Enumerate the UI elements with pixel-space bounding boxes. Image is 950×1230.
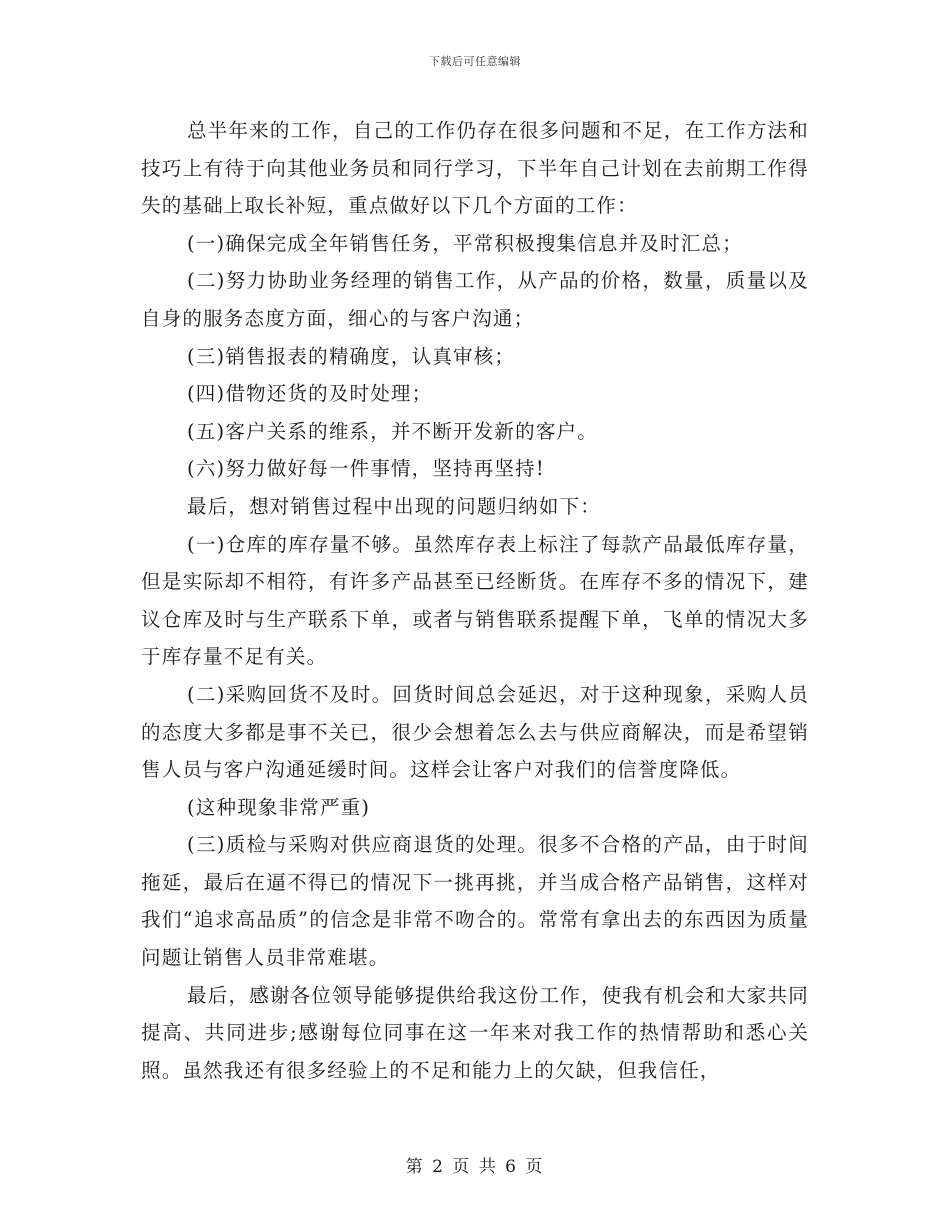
paragraph: (一)确保完成全年销售任务，平常积极搜集信息并及时汇总； [187,231,743,255]
paragraph: (这种现象非常严重) [187,795,371,819]
document-body [141,112,809,1089]
paragraph: (六)努力做好每一件事情，坚持再坚持! [187,457,545,481]
paragraph: (四)借物还货的及时处理； [187,382,433,406]
paragraph: (三)销售报表的精确度，认真审核； [187,344,516,368]
paragraph: 总半年来的工作，自己的工作仍存在很多问题和不足，在工作方法和技巧上有待于向其他业务员和同行学习，下半年自己计划在去前期工作得失的基础上取长补短，重点做好以下几个方面的工作： [141,119,809,218]
paragraph: (二)努力协助业务经理的销售工作，从产品的价格，数量，质量以及自身的服务态度方面，细心的与客户沟通； [141,269,809,330]
paragraph: (一)仓库的库存量不够。虽然库存表上标注了每款产品最低库存量，但是实际却不相符，有许多产品甚至已经断货。在库存不多的情况下，建议仓库及时与生产联系下单，或者与销售联系提醒下单，飞单的情况大多于库存量不足有关。 [141,532,809,669]
paragraph: (二)采购回货不及时。回货时间总会延迟，对于这种现象，采购人员的态度大多都是事不关已，很少会想着怎么去与供应商解决，而是希望销售人员与客户沟通延缓时间。这样会让客户对我们的信誉度降低。 [141,682,809,782]
paragraph: (三)质检与采购对供应商退货的处理。很多不合格的产品，由于时间拖延，最后在逼不得已的情况下一挑再挑，并当成合格产品销售，这样对我们“追求高品质”的信念是非常不吻合的。常常有拿出去的东西因为质量问题让销售人员非常难堪。 [141,833,809,970]
page-header: 下载后可任意编辑 [429,55,521,68]
paragraph: 最后，感谢各位领导能够提供给我这份工作，使我有机会和大家共同提高、共同进步;感谢每位同事在这一年来对我工作的热情帮助和悉心关照。虽然我还有很多经验上的不足和能力上的欠缺，但我信任， [141,983,809,1082]
page-footer-page-number: 第 2 页 共 6 页 [405,1157,545,1177]
paragraph: 最后，想对销售过程中出现的问题归纳如下： [187,494,602,518]
paragraph: (五)客户关系的维系，并不断开发新的客户。 [187,419,598,443]
